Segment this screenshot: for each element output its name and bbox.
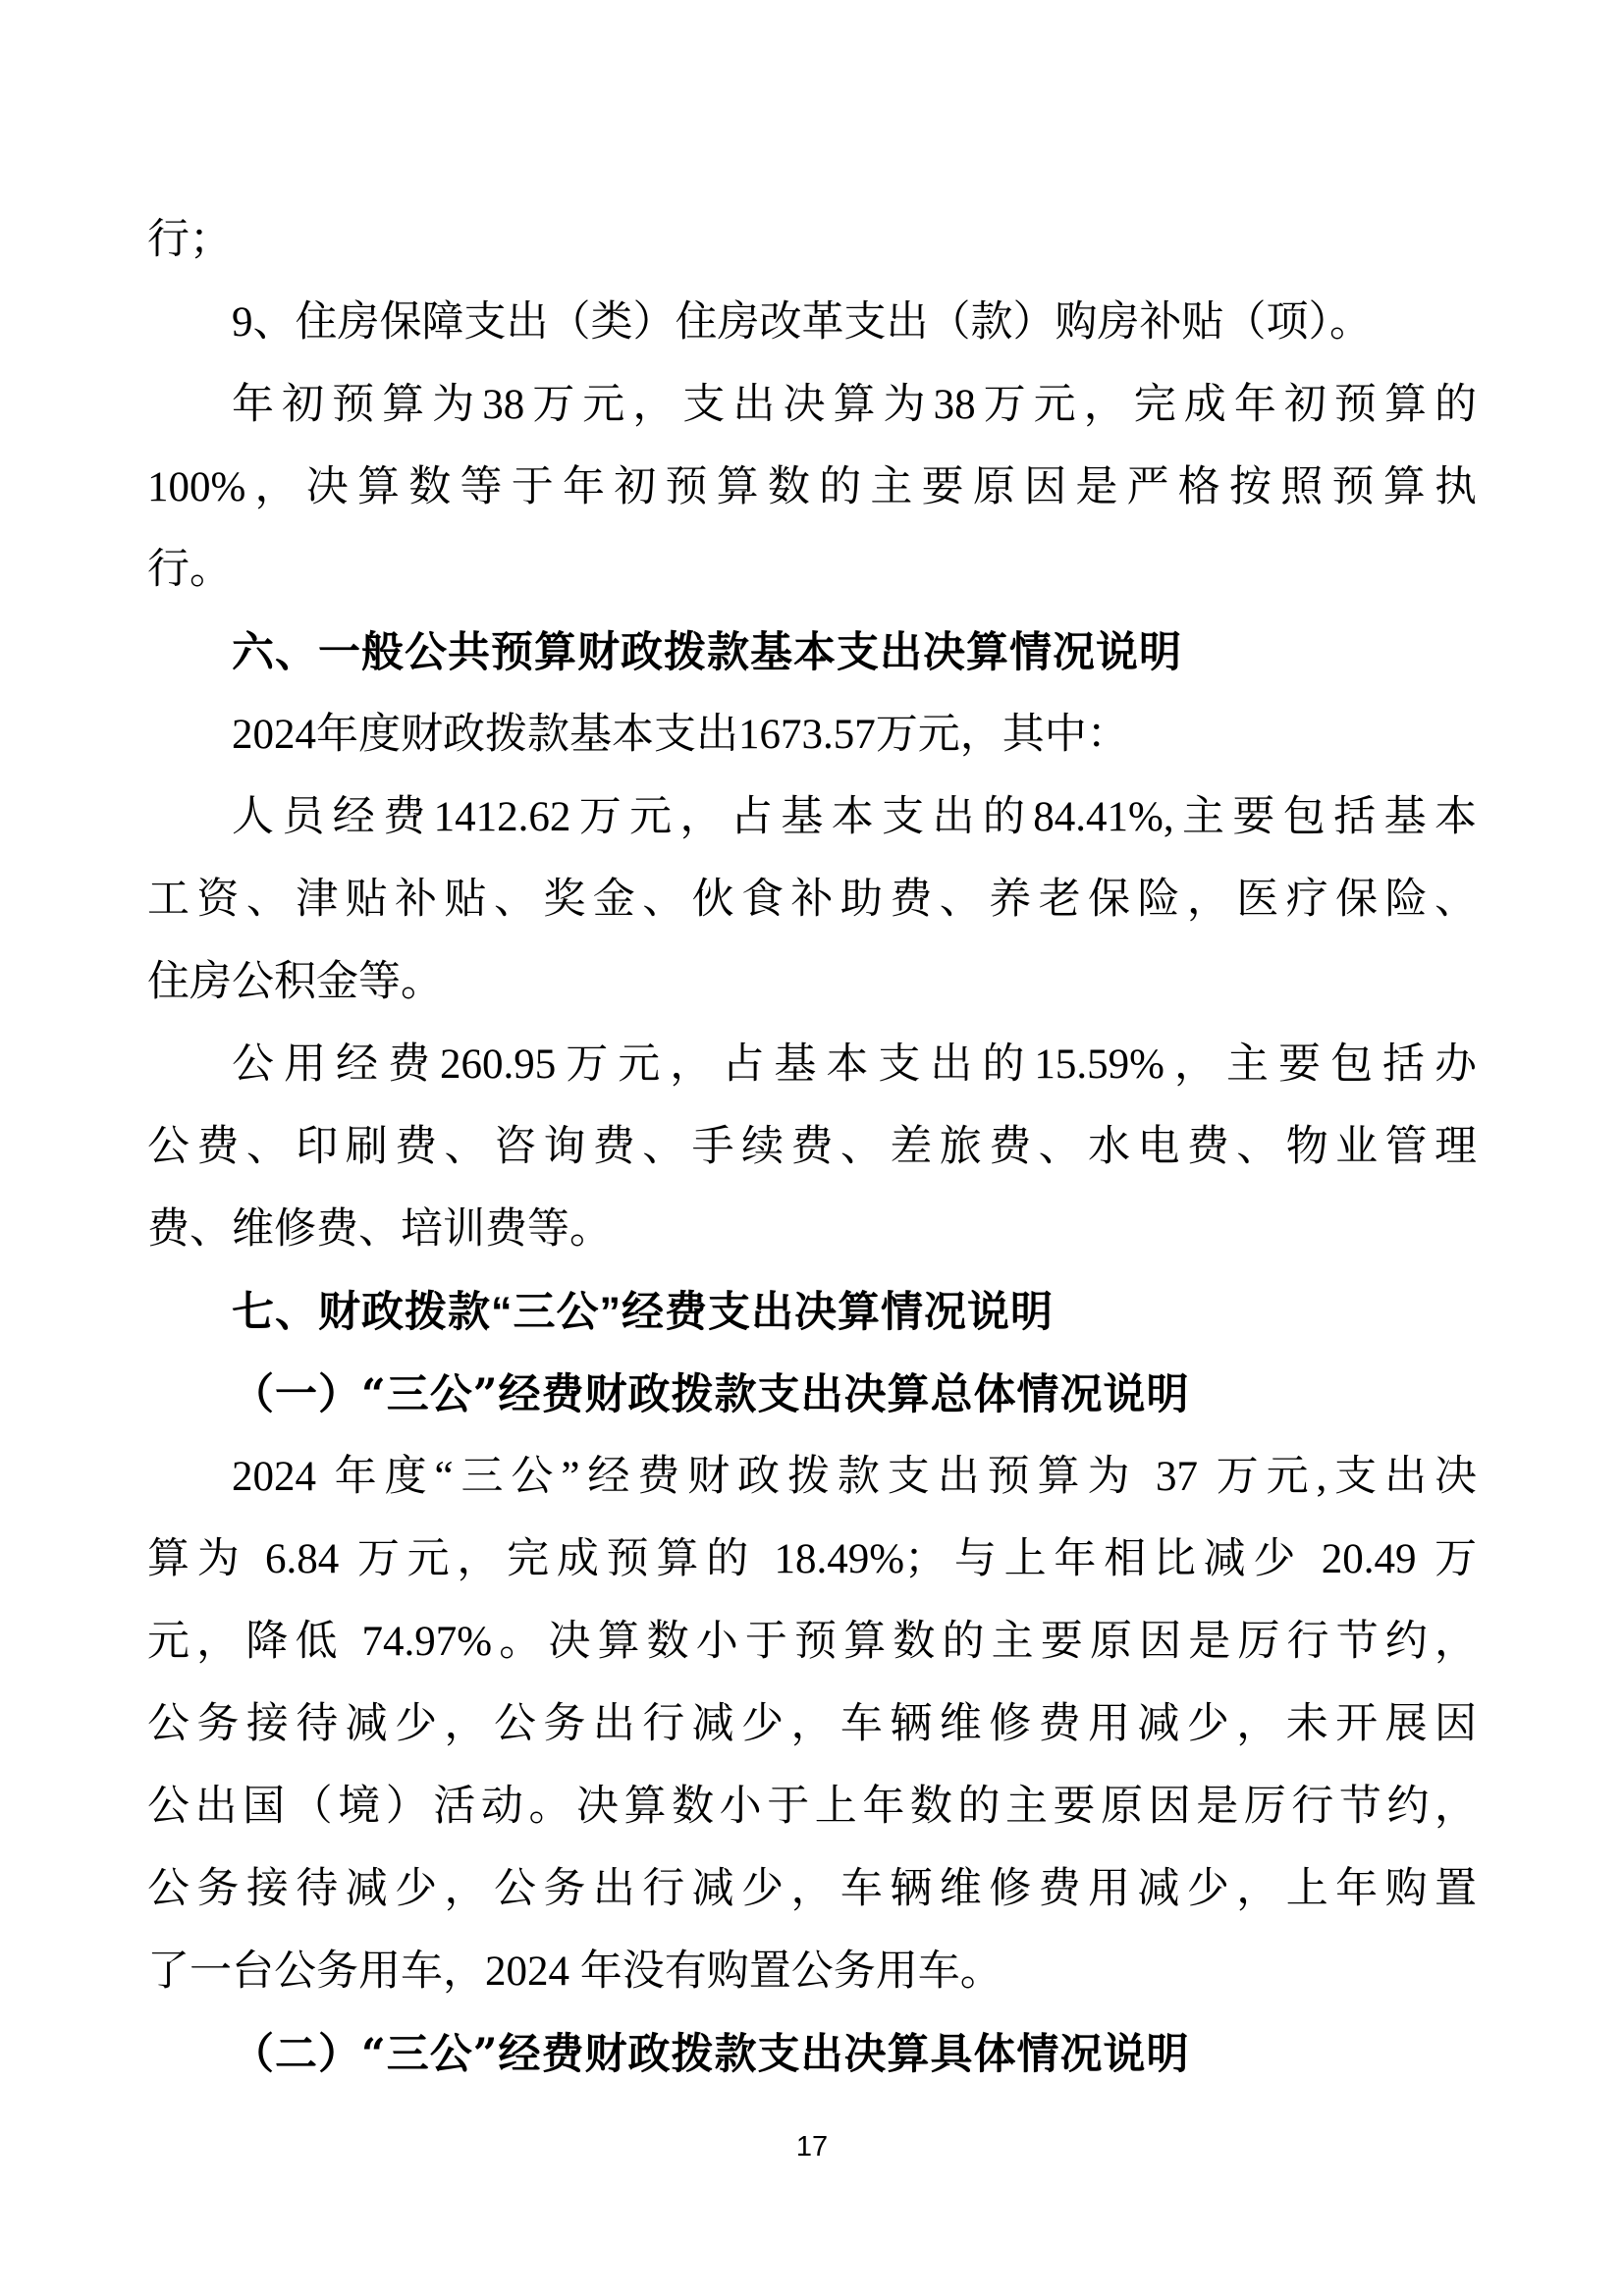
- text-line: 年初预算为38万元，支出决算为38万元，完成年初预算的: [232, 382, 1477, 428]
- section-heading: 七、财政拨款“三公”经费支出决算情况说明: [232, 1289, 1054, 1336]
- text-line: 2024 年度“三公”经费财政拨款支出预算为 37 万元,支出决: [232, 1454, 1477, 1500]
- text-line: 工资、津贴补贴、奖金、伙食补助费、养老保险，医疗保险、: [147, 877, 1477, 923]
- section-heading: （一）“三公”经费财政拨款支出决算总体情况说明: [232, 1370, 1190, 1419]
- text-line: 行。: [147, 547, 232, 593]
- text-line: 公务接待减少，公务出行减少，车辆维修费用减少，未开展因: [147, 1701, 1477, 1747]
- text-line: 费、维修费、培训费等。: [147, 1206, 612, 1253]
- text-line: 公费、印刷费、咨询费、手续费、差旅费、水电费、物业管理: [147, 1124, 1477, 1170]
- text-line: 行；: [147, 217, 232, 263]
- text-line: 人员经费1412.62万元，占基本支出的84.41%,主要包括基本: [232, 794, 1477, 840]
- section-heading: 六、一般公共预算财政拨款基本支出决算情况说明: [232, 629, 1182, 676]
- text-line: 公用经费260.95万元，占基本支出的15.59%，主要包括办: [232, 1041, 1477, 1088]
- section-heading: （二）“三公”经费财政拨款支出决算具体情况说明: [232, 2030, 1190, 2079]
- text-line: 100%，决算数等于年初预算数的主要原因是严格按照预算执: [147, 464, 1477, 510]
- text-line: 了一台公务用车，2024 年没有购置公务用车。: [147, 1949, 1002, 1995]
- text-line: 公务接待减少，公务出行减少，车辆维修费用减少，上年购置: [147, 1866, 1477, 1912]
- text-line: 9、住房保障支出（类）住房改革支出（款）购房补贴（项）。: [232, 299, 1372, 346]
- text-line: 算为 6.84 万元，完成预算的 18.49%；与上年相比减少 20.49 万: [147, 1536, 1477, 1582]
- page-number: 17: [795, 2131, 829, 2163]
- text-line: 住房公积金等。: [147, 959, 443, 1005]
- text-line: 公出国（境）活动。决算数小于上年数的主要原因是厉行节约，: [147, 1784, 1477, 1830]
- document-content: [147, 199, 1477, 2096]
- text-line: 2024年度财政拨款基本支出1673.57万元，其中：: [232, 712, 1129, 758]
- text-line: 元，降低 74.97%。决算数小于预算数的主要原因是厉行节约，: [147, 1619, 1477, 1665]
